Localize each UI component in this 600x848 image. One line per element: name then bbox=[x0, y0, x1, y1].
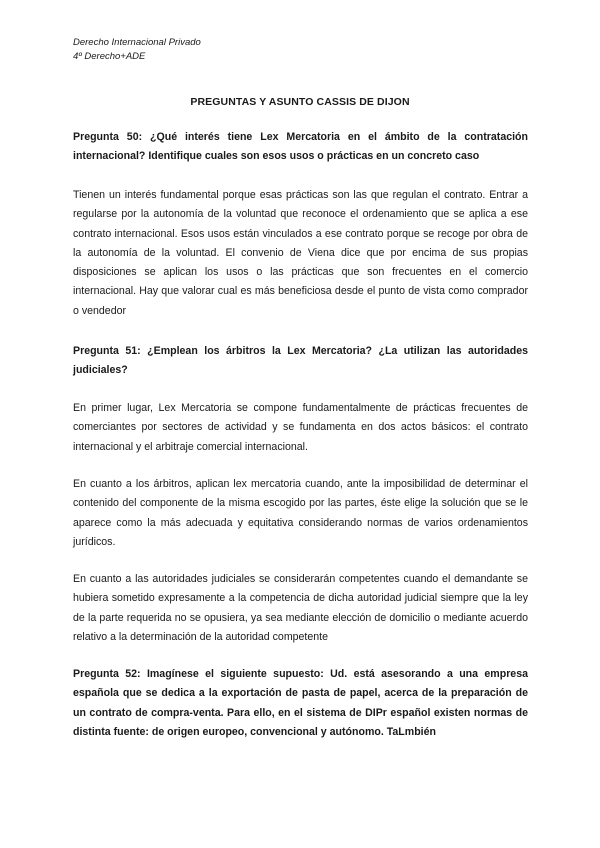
header-degree: 4º Derecho+ADE bbox=[73, 51, 146, 62]
page-title: PREGUNTAS Y ASUNTO CASSIS DE DIJON bbox=[190, 96, 410, 108]
question-52: Pregunta 52: Imagínese el siguiente supuesto: Ud. está asesorando a una empresa española que se dedica a la exportación de pasta de papel, acerca de la preparación de un contrato de compra-venta. Para ello, en el sistema de DIPr español existen normas de distinta fuente: de origen europeo, convencional y autónomo. TaLmbién bbox=[73, 668, 528, 738]
page-header bbox=[73, 36, 201, 64]
answer-51-paragraph-1: En primer lugar, Lex Mercatoria se compone fundamentalmente de prácticas frecuentes de comerciantes por sectores de actividad y se fundamenta en dos actos básicos: el contrato internacional y el arbitraje comercial internacional. bbox=[73, 402, 528, 453]
question-50: Pregunta 50: ¿Qué interés tiene Lex Mercatoria en el ámbito de la contratación internacional? Identifique cuales son esos usos o prácticas en un concreto caso bbox=[73, 131, 528, 163]
answer-50: Tienen un interés fundamental porque esas prácticas son las que regulan el contrato. Entrar a regularse por la autonomía de la voluntad que reconoce el ordenamiento que se aplica a ese contrato internacional. Esos usos están vinculados a ese contrato porque se recoge por obra de la autonomía de la voluntad. El convenio de Viena dice que por encima de sus propias disposiciones se aplican los usos o las prácticas que son frecuentes en el comercio internacional. Hay que valorar cual es más beneficiosa desde el punto de vista como comprador o vendedor bbox=[73, 189, 528, 317]
question-51: Pregunta 51: ¿Emplean los árbitros la Lex Mercatoria? ¿La utilizan las autoridades judiciales? bbox=[73, 345, 528, 377]
answer-51-paragraph-2: En cuanto a los árbitros, aplican lex mercatoria cuando, ante la imposibilidad de determinar el contenido del componente de la misma escogido por las partes, éste elige la solución que se le aparece como la más adecuada y equitativa considerando normas de varios ordenamientos jurídicos. bbox=[73, 478, 528, 548]
header-course: Derecho Internacional Privado bbox=[73, 37, 201, 48]
answer-51-paragraph-3: En cuanto a las autoridades judiciales se considerarán competentes cuando el demandante se hubiera sometido expresamente a la competencia de dicha autoridad judicial siempre que la ley de la parte requerida no se opusiera, ya sea mediante elección de domicilio o mediante acuerdo relativo a la determinación de la autoridad competente bbox=[73, 573, 528, 643]
